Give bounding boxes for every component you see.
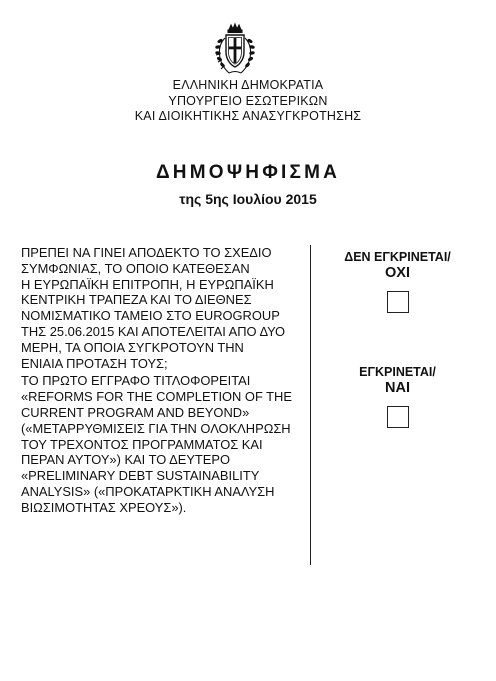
question-line: «REFORMS FOR THE COMPLETION OF THE [21, 389, 292, 405]
question-line: ΕΝΙΑΙΑ ΠΡΟΤΑΣΗ ΤΟΥΣ; [21, 355, 168, 371]
option-yes-answer: ΝΑΙ [385, 380, 410, 396]
header-line-ministry: ΥΠΟΥΡΓΕΙΟ ΕΣΩΤΕΡΙΚΩΝ [168, 93, 328, 108]
question-line: CURRENT PROGRAM AND BEYOND» [21, 404, 250, 420]
option-no-answer: ΟΧΙ [385, 265, 410, 281]
issuing-authority [0, 78, 496, 125]
greek-coat-of-arms-icon [211, 22, 259, 78]
question-line: («ΜΕΤΑΡΡΥΘΜΙΣΕΙΣ ΓΙΑ ΤΗΝ ΟΛΟΚΛΗΡΩΣΗ [21, 420, 291, 436]
question-line: ΜΕΡΗ, ΤΑ ΟΠΟΙΑ ΣΥΓΚΡΟΤΟΥΝ ΤΗΝ [21, 339, 244, 355]
question-line: ΣΥΜΦΩΝΙΑΣ, ΤΟ ΟΠΟΙΟ ΚΑΤΕΘΕΣΑΝ [21, 260, 250, 276]
question-line: ΤΟΥ ΤΡΕΧΟΝΤΟΣ ΠΡΟΓΡΑΜΜΑΤΟΣ ΚΑΙ [21, 436, 263, 452]
page-title: ΔΗΜΟΨΗΦΙΣΜΑ [155, 162, 341, 183]
question-line: ΠΡΕΠΕΙ ΝΑ ΓΙΝΕΙ ΑΠΟΔΕΚΤΟ ΤΟ ΣΧΕΔΙΟ [21, 245, 272, 260]
question-line: ΚΕΝΤΡΙΚΗ ΤΡΑΠΕΖΑ ΚΑΙ ΤΟ ΔΙΕΘΝΕΣ [21, 292, 252, 308]
header-line-ministry-cont: ΚΑΙ ΔΙΟΙΚΗΤΙΚΗΣ ΑΝΑΣΥΓΚΡΟΤΗΣΗΣ [134, 109, 362, 123]
question-line: «PRELIMINARY DEBT SUSTAINABILITY [21, 468, 260, 484]
question-line: ΤΗΣ 25.06.2015 ΚΑΙ ΑΠΟΤΕΛΕΙΤΑΙ ΑΠΟ ΔΥΟ [21, 323, 285, 339]
referendum-question [21, 245, 303, 516]
question-line: ΒΙΩΣΙΜΟΤΗΤΑΣ ΧΡΕΟΥΣ»). [21, 499, 187, 515]
option-no-checkbox[interactable] [387, 291, 409, 313]
question-line: Η ΕΥΡΩΠΑΪΚΗ ΕΠΙΤΡΟΠΗ, Η ΕΥΡΩΠΑΪΚΗ [21, 276, 274, 292]
header-line-country: ΕΛΛΗΝΙΚΗ ΔΗΜΟΚΡΑΤΙΑ [172, 78, 324, 92]
option-no-label: ΔΕΝ ΕΓΚΡΙΝΕΤΑΙ/ [344, 250, 451, 264]
option-yes-label: ΕΓΚΡΙΝΕΤΑΙ/ [359, 365, 436, 379]
question-line: ANALYSIS» («ΠΡΟΚΑΤΑΡΚΤΙΚΗ ΑΝΑΛΥΣΗ [21, 483, 275, 499]
option-yes [330, 365, 465, 428]
question-line: ΝΟΜΙΣΜΑΤΙΚΟ ΤΑΜΕΙΟ ΣΤΟ EUROGROUP [21, 308, 280, 324]
question-line: ΠΕΡΑΝ ΑΥΤΟΥ») ΚΑΙ ΤΟ ΔΕΥΤΕΡΟ [21, 452, 231, 468]
column-divider [310, 245, 311, 565]
referendum-date: της 5ης Ιουλίου 2015 [179, 191, 317, 207]
option-yes-checkbox[interactable] [387, 406, 409, 428]
question-line: ΤΟ ΠΡΩΤΟ ΕΓΓΡΑΦΟ ΤΙΤΛΟΦΟΡΕΙΤΑΙ [21, 373, 251, 389]
option-no [330, 250, 465, 313]
